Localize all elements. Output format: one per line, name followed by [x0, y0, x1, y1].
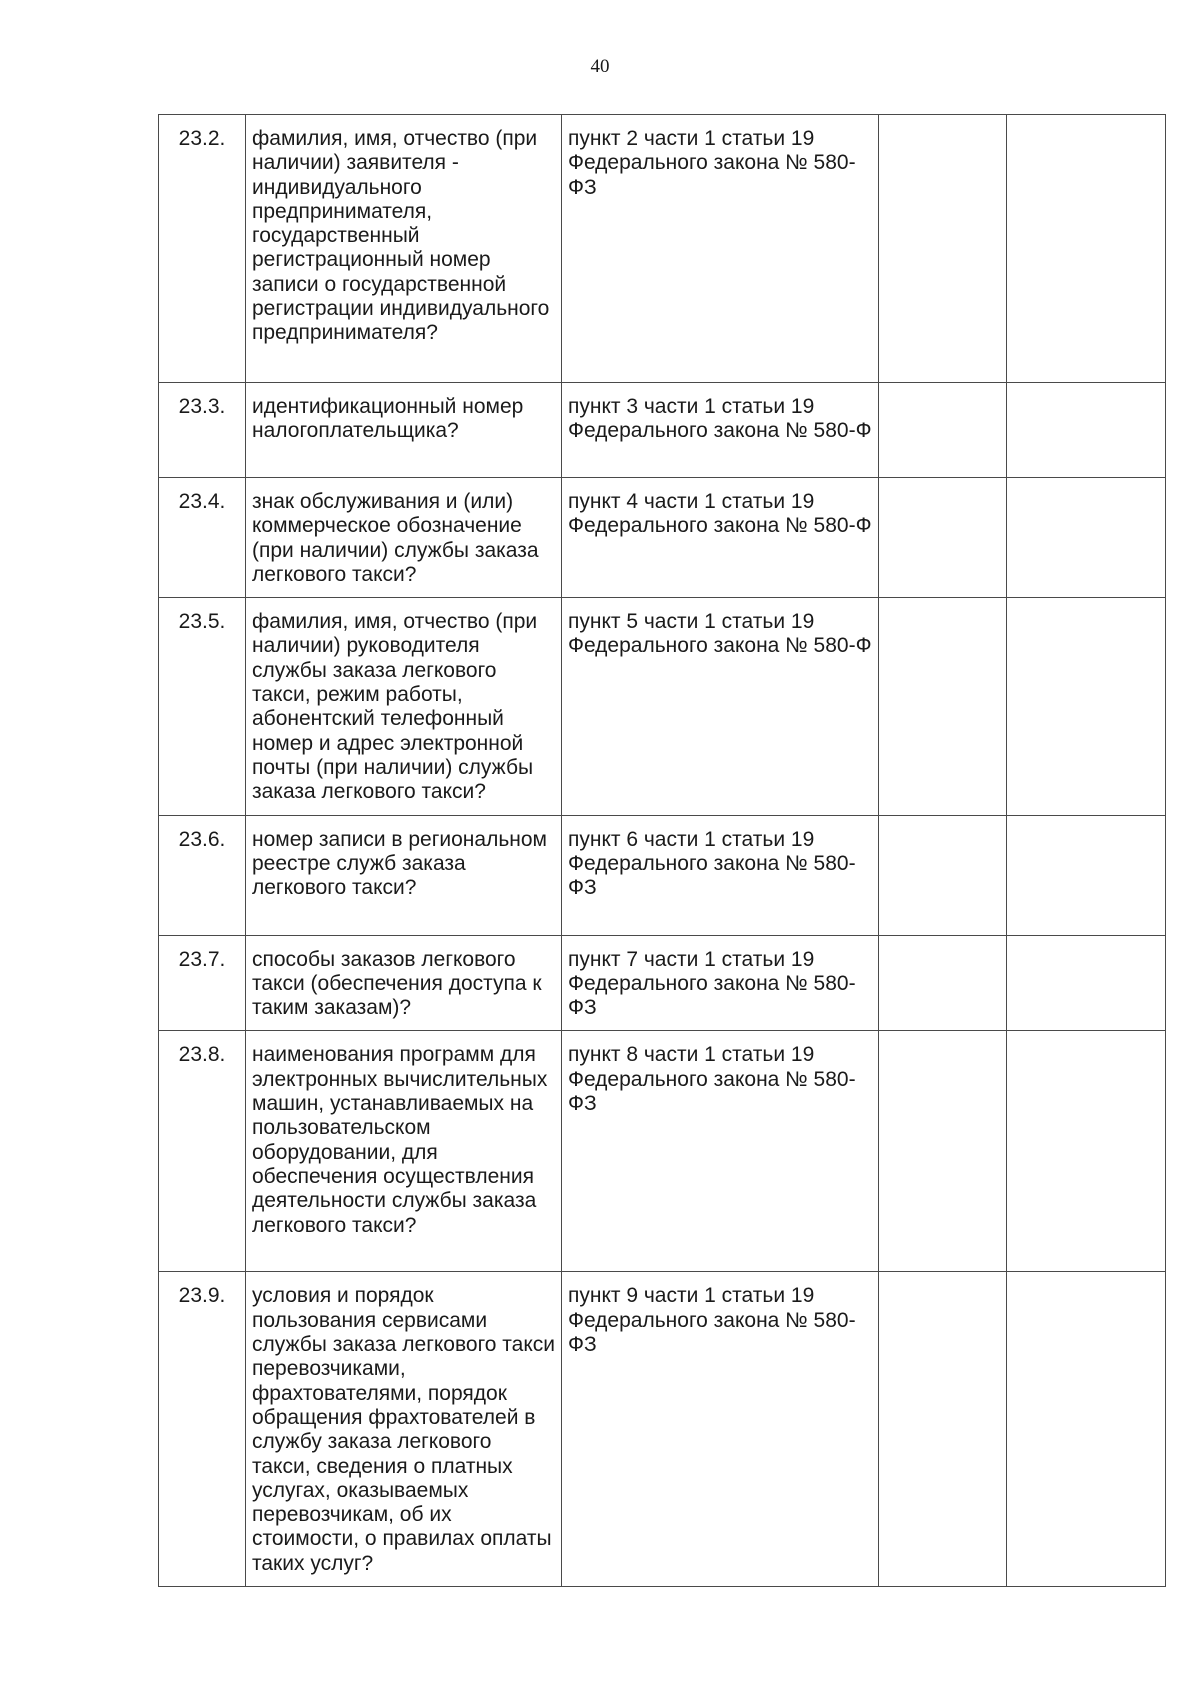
table-row	[159, 935, 1166, 1031]
table-row	[159, 1272, 1166, 1587]
question-text: знак обслуживания и (или) коммерческое обозначение (при наличии) службы заказа легкового такси?	[246, 478, 562, 598]
question-text: способы заказов легкового такси (обеспечения доступа к таким заказам)?	[246, 935, 562, 1031]
answer-cell	[879, 383, 1007, 478]
table-row	[159, 815, 1166, 935]
page-number: 40	[590, 56, 610, 77]
legal-reference: пункт 9 части 1 статьи 19 Федерального закона № 580-ФЗ	[562, 1272, 879, 1587]
row-number: 23.4.	[159, 478, 246, 598]
legal-reference: пункт 4 части 1 статьи 19 Федерального закона № 580-Ф	[562, 478, 879, 598]
note-cell	[1007, 815, 1166, 935]
question-text: фамилия, имя, отчество (при наличии) руководителя службы заказа легкового такси, режим работы, абонентский телефонный номер и адрес электронной почты (при наличии) службы заказа легкового такси?	[246, 598, 562, 815]
answer-cell	[879, 815, 1007, 935]
row-number: 23.3.	[159, 383, 246, 478]
row-number: 23.2.	[159, 115, 246, 383]
legal-reference: пункт 8 части 1 статьи 19 Федерального закона № 580-ФЗ	[562, 1031, 879, 1272]
table-row	[159, 115, 1166, 383]
legal-reference: пункт 5 части 1 статьи 19 Федерального закона № 580-Ф	[562, 598, 879, 815]
note-cell	[1007, 478, 1166, 598]
table-row	[159, 598, 1166, 815]
question-text: условия и порядок пользования сервисами службы заказа легкового такси перевозчиками, фрахтователями, порядок обращения фрахтователей в службу заказа легкового такси, сведения о платных услугах, оказываемых перевозчикам, об их стоимости, о правилах оплаты таких услуг?	[246, 1272, 562, 1587]
note-cell	[1007, 1031, 1166, 1272]
note-cell	[1007, 935, 1166, 1031]
answer-cell	[879, 598, 1007, 815]
answer-cell	[879, 935, 1007, 1031]
legal-reference: пункт 2 части 1 статьи 19 Федерального закона № 580-ФЗ	[562, 115, 879, 383]
question-text: идентификационный номер налогоплательщика?	[246, 383, 562, 478]
checklist-table	[158, 114, 1166, 1587]
answer-cell	[879, 478, 1007, 598]
note-cell	[1007, 598, 1166, 815]
legal-reference: пункт 3 части 1 статьи 19 Федерального закона № 580-Ф	[562, 383, 879, 478]
table-row	[159, 478, 1166, 598]
legal-reference: пункт 7 части 1 статьи 19 Федерального закона № 580-ФЗ	[562, 935, 879, 1031]
answer-cell	[879, 1031, 1007, 1272]
table-row	[159, 1031, 1166, 1272]
row-number: 23.9.	[159, 1272, 246, 1587]
row-number: 23.7.	[159, 935, 246, 1031]
table-row	[159, 383, 1166, 478]
row-number: 23.6.	[159, 815, 246, 935]
question-text: номер записи в региональном реестре служб заказа легкового такси?	[246, 815, 562, 935]
question-text: фамилия, имя, отчество (при наличии) заявителя - индивидуального предпринимателя, государственный регистрационный номер записи о государственной регистрации индивидуального предпринимателя?	[246, 115, 562, 383]
question-text: наименования программ для электронных вычислительных машин, устанавливаемых на пользовательском оборудовании, для обеспечения осуществления деятельности службы заказа легкового такси?	[246, 1031, 562, 1272]
note-cell	[1007, 1272, 1166, 1587]
answer-cell	[879, 115, 1007, 383]
row-number: 23.5.	[159, 598, 246, 815]
answer-cell	[879, 1272, 1007, 1587]
row-number: 23.8.	[159, 1031, 246, 1272]
note-cell	[1007, 115, 1166, 383]
note-cell	[1007, 383, 1166, 478]
legal-reference: пункт 6 части 1 статьи 19 Федерального закона № 580-ФЗ	[562, 815, 879, 935]
